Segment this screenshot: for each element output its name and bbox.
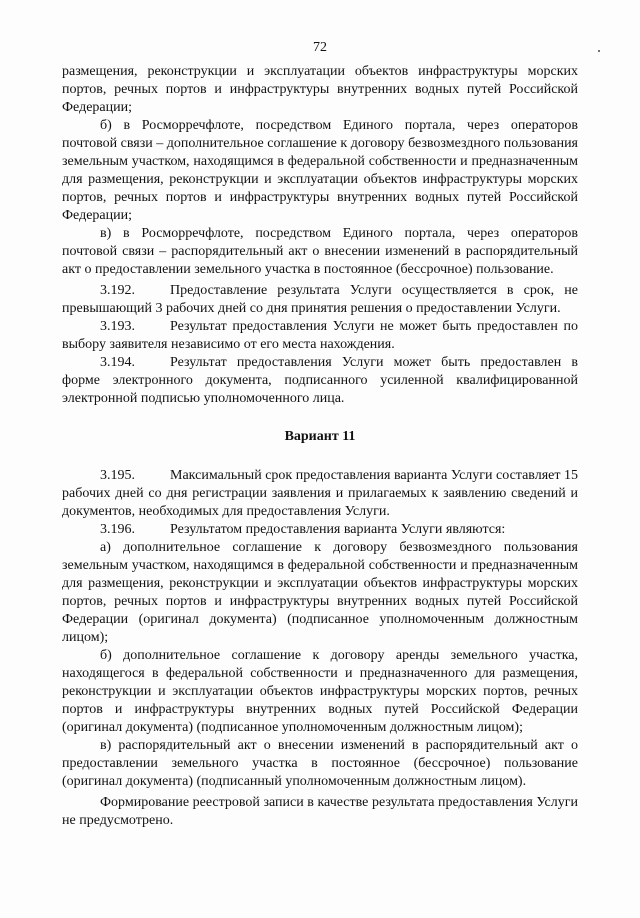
item-3-196 <box>62 521 578 539</box>
item-number: 3.196. <box>100 522 135 537</box>
scan-speck <box>598 50 600 52</box>
item-text: Предоставление результата Услуги осуществляется в срок, не превышающий 3 рабочих дней со дня принятия решения о предоставлении Услуги. <box>62 283 578 316</box>
page-number: 72 <box>313 40 327 55</box>
item-text: Результатом предоставления варианта Услуги являются: <box>170 522 506 537</box>
item-3-193 <box>62 318 578 354</box>
item-text: Результат предоставления Услуги может быть предоставлен в форме электронного документа, подписанного усиленной квалифицированной электронной подписью уполномоченного лица. <box>62 355 578 406</box>
closing-paragraph: Формирование реестровой записи в качестве результата предоставления Услуги не предусмотрено. <box>62 795 578 828</box>
section-heading: Вариант 11 <box>284 429 356 444</box>
item-number: 3.192. <box>100 283 135 298</box>
sub-item-v: в) распорядительный акт о внесении изменений в распорядительный акт о предоставлении земельного участка в постоянное (бессрочное) пользование (оригинал документа) (подписанный уполномоченным должностным лицом). <box>62 738 578 789</box>
item-number: 3.194. <box>100 355 135 370</box>
item-3-192 <box>62 282 578 318</box>
sub-item-b: б) дополнительное соглашение к договору аренды земельного участка, находящегося в федеральной собственности и предназначенного для размещения, реконструкции и эксплуатации объектов инфраструктуры морских портов, речных портов и инфраструктуры внутренних водных путей Российской Федерации (оригинал документа) (подписанное уполномоченным должностным лицом); <box>62 648 578 735</box>
item-number: 3.193. <box>100 319 135 334</box>
item-text: Результат предоставления Услуги не может быть предоставлен по выбору заявителя независимо от его места нахождения. <box>62 319 578 352</box>
item-number: 3.195. <box>100 468 135 483</box>
sub-item-a: а) дополнительное соглашение к договору безвозмездного пользования земельным участком, находящимся в федеральной собственности и предназначенным для размещения, реконструкции и эксплуатации объектов инфраструктуры морских портов, речных портов и инфраструктуры внутренних водных путей Российской Федерации (оригинал документа) (подписанное уполномоченным должностным лицом); <box>62 540 578 645</box>
item-3-194 <box>62 354 578 408</box>
item-text: Максимальный срок предоставления варианта Услуги составляет 15 рабочих дней со дня регистрации заявления и прилагаемых к заявлению сведений и документов, необходимых для предоставления Услуги. <box>62 468 578 519</box>
item-3-195 <box>62 467 578 521</box>
paragraph-continuation: размещения, реконструкции и эксплуатации объектов инфраструктуры морских портов, речных портов и инфраструктуры внутренних водных путей Российской Федерации; <box>62 64 578 115</box>
paragraph-b: б) в Росморречфлоте, посредством Единого портала, через операторов почтовой связи – дополнительное соглашение к договору безвозмездного пользования земельным участком, находящимся в федеральной собственности и предназначенным для размещения, реконструкции и эксплуатации объектов инфраструктуры морских портов, речных портов и инфраструктуры внутренних водных путей Российской Федерации; <box>62 118 578 223</box>
paragraph-v: в) в Росморречфлоте, посредством Единого портала, через операторов почтовой связи – распорядительный акт о внесении изменений в распорядительный акт о предоставлении земельного участка в постоянное (бессрочное) пользование. <box>62 226 578 277</box>
document-body <box>62 63 578 830</box>
